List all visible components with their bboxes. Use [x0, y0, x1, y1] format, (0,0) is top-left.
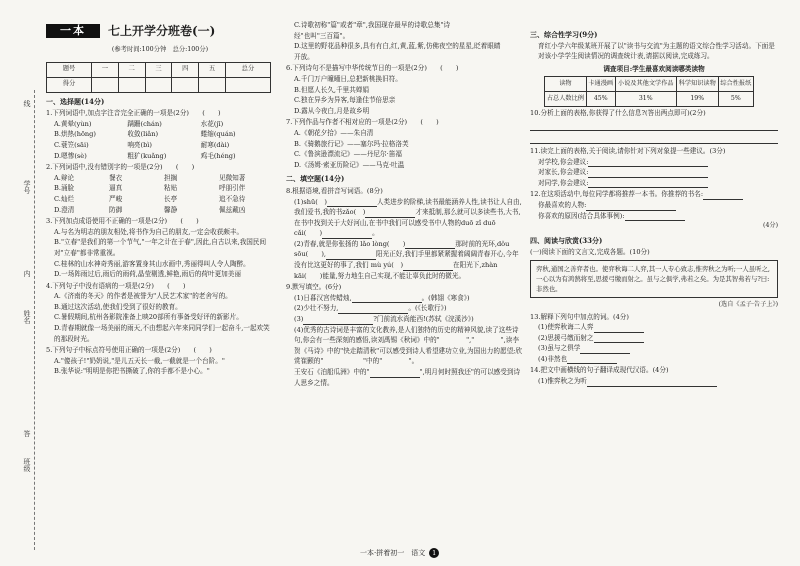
option-row[interactable]: B.烘热(hōng) 收敛(liǎn) 蜷缩(quán) — [54, 130, 236, 139]
score-input[interactable] — [199, 77, 226, 92]
answer-blank[interactable] — [588, 158, 708, 167]
option-row[interactable]: B.涌脸 逼真 粘贴 呼朋引伴 — [54, 184, 246, 193]
fill-line: 对学校,你会建议: — [530, 157, 778, 168]
answer-blank[interactable] — [405, 240, 455, 249]
option-row[interactable]: D.澄清 防御 馨静 佩兹戴凶 — [54, 205, 246, 214]
section-title: 二、填空题(14分) — [286, 174, 345, 184]
fill-line: (1)惟弈秋之为听 — [530, 376, 778, 387]
option-text[interactable]: D.露从今夜白,月是故乡明 — [294, 106, 370, 115]
option-text[interactable]: B.《骑鹅旅行记》——塞尔玛·拉格洛芙 — [294, 139, 409, 148]
score-input[interactable] — [91, 77, 118, 92]
answer-line[interactable] — [530, 133, 778, 144]
option-text[interactable]: C.暑假期间,杭州各影院准备上映20部所有事备受好评的新影片。 — [54, 313, 243, 322]
passage-text: (4)优秀的古诗词是丰富的文化教养,是人们独特的历史的精神风貌,读了这些诗句,你会有一些深刻的感悟,读刘禹锡《秋词》中的" "," ",读李贺《马诗》中的"快走踏清秋"可以感受到诗人希望建功立业,为国出力的愿望;欣赏崔颢的" "中的" "。 — [294, 325, 522, 366]
question-stem: 3.下列加点成语使用不正确的一项是(2分) ( ) — [46, 217, 199, 226]
question-stem: 5.下列句子中标点符号使用正确的一项是(2分) ( ) — [46, 346, 212, 355]
fill-line: (3) ?门前流水尚能西!(苏轼《浣溪沙》) — [294, 315, 474, 324]
question-stem: 11.读完上面的表格,关于阅读,请你针对下列对象提一些建议。(3分) — [530, 146, 726, 155]
answer-blank[interactable] — [588, 169, 708, 178]
margin-label: 线 — [23, 100, 31, 107]
answer-blank[interactable] — [580, 345, 630, 354]
option-row[interactable]: A.黄晕(yùn) 蹒跚(chán) 水花(jī) — [54, 119, 224, 128]
answer-blank[interactable] — [303, 316, 373, 325]
score-cell: 二 — [118, 62, 145, 77]
fill-line: 对同学,你会建议: — [530, 178, 778, 189]
survey-header: 小说及其他文学作品 — [615, 77, 676, 92]
option-text[interactable]: B.通过这次活动,使我们受到了很好的教育。 — [54, 302, 182, 311]
survey-cell: 5% — [718, 92, 753, 107]
option-text[interactable]: B.但愿人长久,千里共婵娟 — [294, 85, 369, 94]
passage-box: 弈秋,通国之善弈者也。使弈秋诲二人弈,其一人专心致志,惟弈秋之为听;一人虽听之,一心以为有鸿鹄将至,思援弓缴而射之。虽与之俱学,弗若之矣。为是其智弗若与?曰:非然也。 — [530, 260, 778, 298]
answer-blank[interactable] — [403, 262, 453, 271]
column-1 — [46, 20, 274, 377]
option-text[interactable]: B."立春"是我们的第一个节气,"一年之计在于春",因此,自古以来,我国民间对"立春"都非常重视。 — [54, 238, 267, 257]
column-2 — [286, 20, 522, 388]
survey-header: 科学知识读物 — [676, 77, 718, 92]
section-title: 四、阅读与欣赏(33分) — [530, 235, 603, 245]
column-3 — [530, 26, 778, 387]
option-text[interactable]: B.张华说:"明明是你把书撕破了,你的手都不是小心。" — [54, 367, 210, 376]
cut-line — [34, 90, 35, 550]
option-text: 经"也叫"三百篇"。 — [294, 31, 350, 40]
score-cell: 一 — [91, 62, 118, 77]
brand-logo: 一本 — [46, 24, 100, 39]
score-input[interactable] — [172, 77, 199, 92]
question-stem: 1.下列词语中,加点字注音完全正确的一项是(2分) ( ) — [46, 109, 221, 118]
score-note: (4分) — [763, 222, 778, 230]
score-cell: 五 — [199, 62, 226, 77]
score-cell: 四 — [172, 62, 199, 77]
option-text[interactable]: A."傻孩子!"奶奶说,"是儿五天长一截,一截就是一个台阶。" — [54, 356, 225, 365]
answer-blank[interactable] — [370, 369, 420, 378]
option-row[interactable]: D.嗯惨(sè) 粗犷(kuǎng) 鸡毛(héng) — [54, 151, 236, 160]
question-stem: 13.解释下列句中加点的词。(4分) — [530, 312, 629, 321]
survey-cell: 19% — [676, 92, 718, 107]
question-stem: 6.下列诗句不是描写中华传统节日的一项是(2分) ( ) — [286, 64, 459, 73]
question-stem: 4.下列句子中没有语病的一项是(2分) ( ) — [46, 281, 186, 290]
answer-line[interactable] — [530, 120, 778, 131]
answer-blank[interactable] — [338, 305, 408, 314]
score-table — [46, 62, 271, 93]
option-text[interactable]: A.《济南的冬天》的作者是被誉为"人民艺术家"的老舍写的。 — [54, 292, 232, 301]
score-cell: 题号 — [47, 62, 92, 77]
option-text[interactable]: A.《朝花夕拾》——朱自清 — [294, 128, 374, 137]
question-stem: 14.把文中画横线的句子翻译成现代汉语。(4分) — [530, 366, 669, 375]
answer-blank[interactable] — [586, 202, 676, 211]
page-number: 1 — [429, 548, 439, 558]
answer-blank[interactable] — [327, 198, 377, 207]
answer-blank[interactable] — [594, 324, 644, 333]
footer-text: 一本·拼着初一 语文 — [360, 549, 426, 557]
option-text: 开放。 — [294, 52, 314, 61]
binding-margin — [0, 0, 44, 566]
answer-blank[interactable] — [625, 212, 685, 221]
question-stem: 7.下列作品与作者不相对应的一项是(2分) ( ) — [286, 118, 439, 127]
option-row[interactable]: C.蓑笠(sāi) 响亮(bì) 耐寒(dài) — [54, 140, 230, 149]
score-cell: 三 — [145, 62, 172, 77]
passage-text: (1)shū( ) 人类进步的阶梯,读书最能涵养人性,读书让人自由,我们爱书,我的书zǎo( ) 才来抵制,那么就可以多读些书,大书,在书中找到关于大好河山,在书中我们可以感受书中人物的duō zǐ duō cǎi( ) 。 — [294, 197, 522, 238]
fill-line: (1)使弈秋诲二人弈 — [530, 322, 778, 333]
answer-blank[interactable] — [352, 294, 422, 303]
page-footer — [360, 548, 439, 558]
answer-blank[interactable] — [365, 209, 415, 218]
fill-line: 你最喜欢的人物: — [530, 200, 778, 211]
score-input[interactable] — [225, 77, 270, 92]
margin-label: 学号 — [23, 180, 31, 194]
answer-blank[interactable] — [567, 355, 617, 364]
score-cell: 总分 — [225, 62, 270, 77]
option-row[interactable]: C.灿烂 严峻 长亭 追不急待 — [54, 194, 246, 203]
score-cell: 得分 — [47, 77, 92, 92]
answer-blank[interactable] — [587, 378, 717, 387]
survey-cell: 31% — [615, 92, 676, 107]
question-stem: 2.下列词语中,没有错别字的一项是(2分) ( ) — [46, 163, 195, 172]
option-text[interactable]: C.独在异乡为异客,每逢佳节倍思亲 — [294, 96, 396, 105]
survey-title: 调查项目:学生最喜欢阅读哪类读物 — [603, 64, 705, 73]
option-text[interactable]: D.青春期就像一场美丽的雨天,不由想起六年来同同学们一起奋斗,一起欢笑的那段时光。 — [54, 324, 270, 343]
margin-label: 班级 — [23, 458, 31, 472]
answer-blank[interactable] — [588, 179, 708, 188]
answer-blank[interactable] — [326, 251, 376, 260]
passage-text: (2)青春,就是你张扬的 lǎo lòng( ) 那时前的光环,dǒu sōu( ), 阳光正好,我们手里都紧紧握着阔阔青春开心,今年没有比这更好的事了,我们 mù yú( ) 在阳光下,zhàn kāi( )能量,努力地生自己实现,不能让辜负此时的微光。 — [294, 239, 519, 280]
survey-row-label: 占总人数比例 — [545, 92, 587, 107]
option-text[interactable]: A.千门万户曈曈日,总把新桃换旧符。 — [294, 74, 402, 83]
fill-line: (2)少壮不努力, 。(《长歌行》) — [294, 304, 447, 313]
section-title: 一、选择题(14分) — [46, 96, 105, 106]
fill-line: (1)日暮汉宫传蜡烛, 。(韩翃《寒食》) — [294, 293, 470, 302]
option-text[interactable]: D.一场阵雨过后,雨后的雨荷,晶莹剔透,鲜艳,雨后的荷叶更加美丽 — [54, 270, 241, 279]
exam-meta: (参考时间:100分钟 总分:100分) — [111, 46, 209, 53]
margin-label: 答 — [23, 430, 31, 437]
survey-header: 综合性报纸 — [718, 77, 753, 92]
margin-label: 内 — [23, 270, 31, 277]
score-input[interactable] — [118, 77, 145, 92]
option-row[interactable]: A.辩论 餐衣 担搁 见微知著 — [54, 173, 246, 182]
survey-table — [544, 76, 754, 107]
option-text[interactable]: D.这里的野花品种很多,具有有白,红,黄,蓝,紫,仿佛夜空的星星,眨着眼睛 — [294, 42, 501, 51]
survey-header: 卡通漫画 — [586, 77, 615, 92]
answer-blank[interactable] — [703, 191, 743, 200]
option-text[interactable]: C.《鲁滨逊漂流记》——丹尼尔·笛福 — [294, 150, 402, 159]
option-text[interactable]: C.诗歌初称"篇"或者"章",我国现存最早的诗歌总集"诗 — [294, 21, 451, 29]
question-stem: 9.默写填空。(6分) — [286, 283, 342, 292]
question-stem: 12.在这项活动中,每位同学都将推荐一本书。你推荐的书名: — [530, 189, 778, 200]
question-stem: 8.根据语境,看拼音写词语。(8分) — [286, 186, 383, 195]
question-stem: 10.分析上面的表格,你获得了什么信息?(答出两点即可)(2分) — [530, 109, 706, 118]
score-input[interactable] — [145, 77, 172, 92]
answer-blank[interactable] — [322, 230, 372, 239]
fill-line: (2)思援弓缴而射之 — [530, 333, 778, 344]
survey-cell: 45% — [586, 92, 615, 107]
passage-source: (选自《孟子·告子上》) — [718, 300, 778, 308]
option-text[interactable]: D.《汤姆·索亚历险记》——马克·吐温 — [294, 160, 405, 169]
fill-line: (4)非然也 — [530, 354, 778, 365]
section-title: 三、综合性学习(9分) — [530, 30, 598, 39]
question-stem: (一)阅读下面的文言文,完成各题。(10分) — [530, 248, 650, 257]
passage-text: 育红小学六年级某班开展了以"读书与交流"为主题的语文综合性学习活动。下面是对该小学学生阅读情况的调查统计表,请据以阅读,完成练习。 — [538, 41, 775, 61]
fill-line: 王安石《泊船瓜洲》中的" ",明月何时照我还"的可以感受到诗人思乡之情。 — [294, 368, 521, 387]
fill-line: (3)虽与之俱学 — [530, 343, 778, 354]
page-title: 七上开学分班卷(一) — [108, 23, 216, 38]
survey-header: 读物 — [545, 77, 587, 92]
option-text[interactable]: A.与名为明志的朋友相处,将书作为自己的朋友,一定会收获颇丰。 — [54, 227, 244, 236]
fill-line: 对家长,你会建议: — [530, 167, 778, 178]
answer-blank[interactable] — [594, 334, 644, 343]
header — [46, 20, 274, 42]
option-text[interactable]: C.桂林的山水神奇秀丽,游客置身其山水画中,秀丽得叫人令人陶醉。 — [54, 259, 250, 268]
margin-label: 姓名 — [23, 310, 31, 324]
fill-line: 你喜欢的原因(结合具体事例): — [530, 211, 778, 222]
